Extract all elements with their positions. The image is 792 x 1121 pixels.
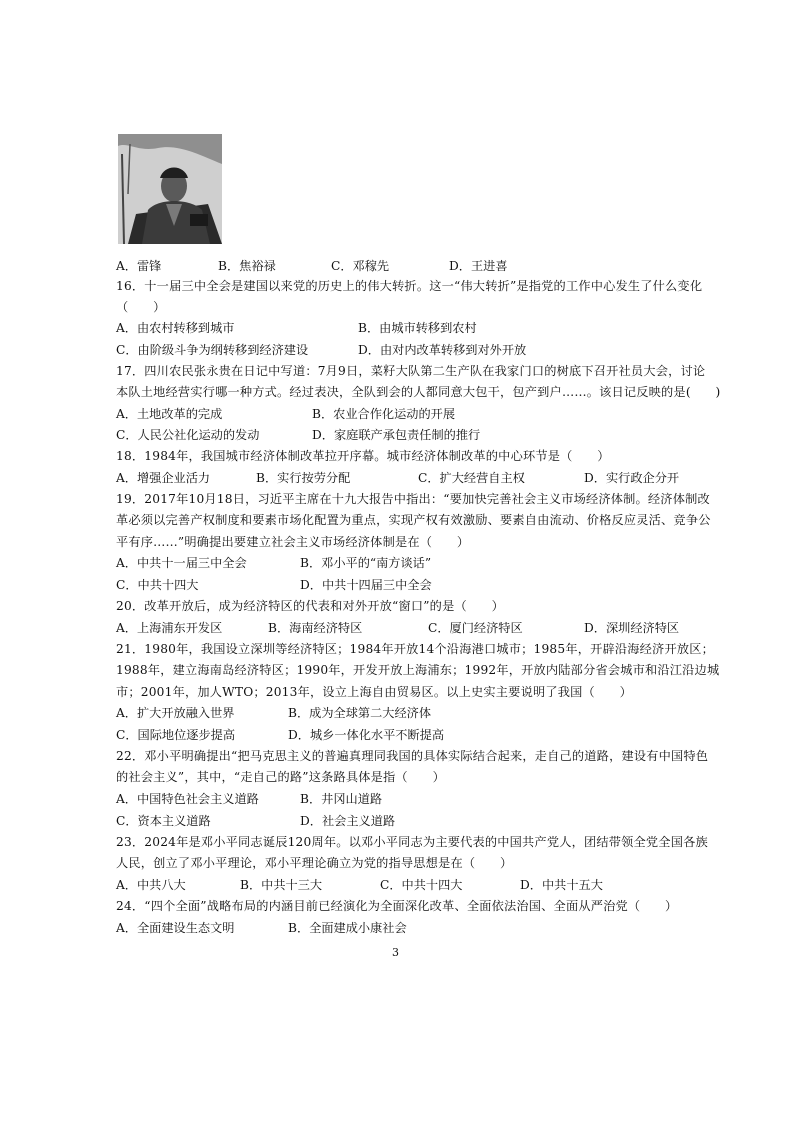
q18-option-b: B．实行按劳分配 xyxy=(256,471,351,485)
q21-option-b: B．成为全球第二大经济体 xyxy=(288,706,432,720)
q19-option-c: C．中共十四大 xyxy=(116,578,199,592)
q21-option-c: C．国际地位逐步提高 xyxy=(116,728,236,742)
q24-option-b: B．全面建成小康社会 xyxy=(288,921,407,935)
q20-option-d: D．深圳经济特区 xyxy=(584,621,680,635)
q23-stem-line: 人民，创立了邓小平理论，邓小平理论确立为党的指导思想是在（ ） xyxy=(116,856,513,870)
q15-option-c: C．邓稼先 xyxy=(331,259,390,273)
portrait-figure-icon xyxy=(118,134,222,244)
q19-stem-line: 19．2017年10月18日，习近平主席在十九大报告中指出：“要加快完善社会主义市场经济体制。经济体制改 xyxy=(116,492,710,506)
q19-option-d: D．中共十四届三中全会 xyxy=(300,578,432,592)
q19-stem-line: 革必须以完善产权制度和要素市场化配置为重点，实现产权有效激励、要素自由流动、价格反应灵活、竞争公 xyxy=(116,513,711,527)
q23-option-c: C．中共十四大 xyxy=(380,878,463,892)
q18-option-a: A．增强企业活力 xyxy=(116,471,211,485)
q17-option-a: A．土地改革的完成 xyxy=(116,407,223,421)
q20-option-b: B．海南经济特区 xyxy=(268,621,363,635)
q16-option-d: D．由对内改革转移到对外开放 xyxy=(358,343,527,357)
q15-option-a: A．雷锋 xyxy=(116,259,162,273)
q16-option-b: B．由城市转移到农村 xyxy=(358,321,477,335)
q18-option-c: C．扩大经营自主权 xyxy=(418,471,525,485)
q21-stem-line: 21．1980年，我国设立深圳等经济特区；1984年开放14个沿海港口城市；1985年，开辟沿海经济开放区； xyxy=(116,642,714,656)
q20-option-c: C．厦门经济特区 xyxy=(428,621,523,635)
q15-option-b: B．焦裕禄 xyxy=(218,259,276,273)
q22-option-a: A．中国特色社会主义道路 xyxy=(116,792,259,806)
q17-option-d: D．家庭联产承包责任制的推行 xyxy=(312,428,481,442)
q19-option-a: A．中共十一届三中全会 xyxy=(116,556,247,570)
q22-option-b: B．井冈山道路 xyxy=(300,792,383,806)
q16-stem-line: （ ） xyxy=(116,300,166,314)
portrait-photo xyxy=(118,134,222,244)
q17-stem-line: 17．四川农民张永贵在日记中写道：7月9日，菜籽大队第二生产队在我家门口的树底下召开社员大会，讨论 xyxy=(116,364,706,378)
q17-option-b: B．农业合作化运动的开展 xyxy=(312,407,456,421)
q16-stem-line: 16．十一届三中全会是建国以来党的历史上的伟大转折。这一“伟大转折”是指党的工作中心发生了什么变化 xyxy=(116,279,703,293)
q19-stem-line: 平有序……”明确提出要建立社会主义市场经济体制是在（ ） xyxy=(116,535,470,549)
q22-stem-line: 的社会主义”，其中，“走自己的路”这条路具体是指（ ） xyxy=(116,770,445,784)
q17-stem-line: 本队土地经营实行哪一种方式。经过表决，全队到会的人都同意大包干，包产到户……。该日记反映的是( ) xyxy=(116,385,721,399)
q16-option-a: A．由农村转移到城市 xyxy=(116,321,235,335)
q21-stem-line: 市；2001年，加人WTO；2013年，设立上海自由贸易区。以上史实主要说明了我国（ ） xyxy=(116,685,633,699)
q18-option-d: D．实行政企分开 xyxy=(584,471,680,485)
q22-option-d: D．社会主义道路 xyxy=(300,814,396,828)
q23-option-a: A．中共八大 xyxy=(116,878,186,892)
q23-stem-line: 23．2024年是邓小平同志诞辰120周年。以邓小平同志为主要代表的中国共产党人，团结带领全党全国各族 xyxy=(116,835,708,849)
q23-option-d: D．中共十五大 xyxy=(520,878,603,892)
q21-option-a: A．扩大开放融入世界 xyxy=(116,706,235,720)
q22-stem-line: 22．邓小平明确提出“把马克思主义的普遍真理同我国的具体实际结合起来，走自己的道路，建设有中国特色 xyxy=(116,749,709,763)
page-number: 3 xyxy=(392,946,399,959)
q22-option-c: C．资本主义道路 xyxy=(116,814,211,828)
q16-option-c: C．由阶级斗争为纲转移到经济建设 xyxy=(116,343,309,357)
q18-stem-line: 18．1984年，我国城市经济体制改革拉开序幕。城市经济体制改革的中心环节是（ ） xyxy=(116,449,610,463)
q20-stem-line: 20．改革开放后，成为经济特区的代表和对外开放“窗口”的是（ ） xyxy=(116,599,505,613)
q24-stem-line: 24．“四个全面”战略布局的内涵目前已经演化为全面深化改革、全面依法治国、全面从严治党（ ） xyxy=(116,899,678,913)
q24-option-a: A．全面建设生态文明 xyxy=(116,921,235,935)
q17-option-c: C．人民公社化运动的发动 xyxy=(116,428,260,442)
q23-option-b: B．中共十三大 xyxy=(240,878,323,892)
q19-option-b: B．邓小平的“南方谈话” xyxy=(300,556,432,570)
q21-stem-line: 1988年，建立海南岛经济特区；1990年，开发开放上海浦东；1992年，开放内陆部分省会城市和沿江沿边城 xyxy=(116,663,720,677)
q20-option-a: A．上海浦东开发区 xyxy=(116,621,223,635)
q21-option-d: D．城乡一体化水平不断提高 xyxy=(288,728,445,742)
q15-option-d: D．王进喜 xyxy=(449,259,508,273)
